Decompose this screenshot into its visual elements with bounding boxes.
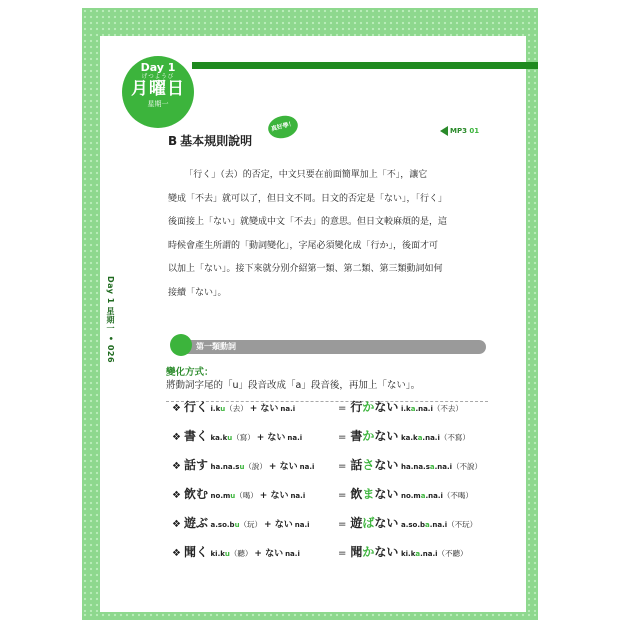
negative-romaji [401,434,440,442]
negative-gloss: （不喝） [442,491,473,500]
negative-romaji [401,463,452,471]
negative-change: ば [362,516,375,530]
speaker-icon [440,126,448,136]
verb-gloss: （喝） [235,491,258,500]
romaji-stem: ka.k [210,434,228,442]
example-base-form [172,543,300,560]
explanation-paragraph [168,164,482,305]
verb-kana: 聞く [183,545,208,559]
negative-stem: 遊 [350,516,363,530]
negative-romaji [401,521,447,529]
romaji-change: a [415,550,421,558]
diamond-bullet-icon: ❖ [172,519,181,530]
book-page [82,8,538,620]
negative-nai: ない [374,545,399,559]
negative-stem: 行 [350,400,363,414]
example-base-form [172,514,310,531]
romaji-change: a [429,463,435,471]
diamond-bullet-icon: ❖ [172,490,181,501]
romaji-stem: no.m [400,492,421,500]
negative-kana [350,487,398,501]
romaji-stem: no.m [210,492,231,500]
example-base-form [172,427,302,444]
diamond-bullet-icon: ❖ [172,432,181,443]
change-label: 變化方式： [166,367,214,378]
section-title [168,132,252,149]
romaji-nai: .na.i [415,405,433,413]
romaji-stem: i.k [400,405,411,413]
romaji-nai: .na.i [425,492,443,500]
romaji-ending: u [224,550,230,558]
negative-stem: 話 [350,458,363,472]
paragraph-line: 以加上「ない」。接下來就分別介紹第一類、第二類、第三類動詞如何 [168,264,443,274]
equals-sign: = [338,432,347,443]
diamond-bullet-icon: ❖ [172,461,181,472]
example-negative-form [338,427,470,444]
negative-gloss: （不玩） [447,520,478,529]
negative-nai: ない [374,458,399,472]
dotted-border-top [82,8,538,36]
plus-nai: + ない [254,549,284,559]
category-dot [170,334,192,356]
verb-kana: 遊ぶ [183,516,208,530]
romaji-change: a [410,405,416,413]
example-row [100,427,526,443]
romaji-stem: a.so.b [210,521,235,529]
romaji-stem: ki.k [400,550,416,558]
negative-romaji [401,492,443,500]
example-row [100,398,526,414]
example-base-form [172,456,314,473]
romaji-stem: ha.na.s [400,463,430,471]
romaji-ending: u [227,434,233,442]
verb-kana: 飲む [183,487,208,501]
nai-romaji: na.i [299,463,315,471]
negative-romaji [401,405,433,413]
change-text: 將動詞字尾的「u」段音改成「a」段音後，再加上「ない」。 [166,380,421,391]
side-tab-text: Day 1 星期一 • 026 [106,276,115,364]
nai-romaji: na.i [285,550,300,558]
negative-nai: ない [374,516,399,530]
plus-nai: + ない [264,520,293,530]
example-negative-form [338,398,463,415]
romaji-change: a [420,492,426,500]
tip-bubble: 真好學！ [266,113,300,142]
negative-romaji [401,550,438,558]
plus-nai: + ない [249,404,279,414]
verb-romaji [211,492,236,500]
verb-gloss: （去） [225,404,248,413]
example-row [100,456,526,472]
negative-stem: 飲 [350,487,363,501]
example-negative-form [338,456,482,473]
romaji-stem: ha.na.s [210,463,240,471]
verb-romaji [211,405,226,413]
negative-kana [350,545,398,559]
verb-kana: 行く [183,400,208,414]
example-base-form [172,398,295,415]
romaji-nai: .na.i [429,521,448,529]
romaji-ending: u [220,405,226,413]
negative-gloss: （不說） [452,462,483,471]
negative-change: か [362,545,375,559]
paragraph-line: 時候會產生所謂的「動詞變化」，字尾必須變化成「行か」，後面才可 [168,240,439,251]
mp3-label: MP3 [450,127,467,135]
verb-romaji [211,521,240,529]
dotted-border-right [526,8,538,620]
mp3-track[interactable] [440,126,479,136]
equals-sign: = [338,519,347,530]
youbi-label: 月曜日 [131,79,185,99]
example-row [100,514,526,530]
verb-gloss: （聽） [229,549,253,558]
negative-change: ま [362,487,375,501]
section-marker: B [168,134,178,148]
weekday-chinese: 星期一 [147,100,169,108]
romaji-ending: u [234,521,240,529]
diamond-bullet-icon: ❖ [172,403,181,414]
negative-stem: 書 [350,429,363,443]
negative-change: さ [362,458,375,472]
dotted-border-left [82,8,100,620]
example-negative-form [338,485,473,502]
example-row [100,485,526,501]
paragraph-line: 後面接上「ない」就變成中文「不去」的意思。但日文較麻煩的是，這 [168,217,448,227]
negative-kana [350,516,398,530]
example-negative-form [338,543,468,560]
verb-gloss: （玩） [239,520,263,529]
negative-nai: ない [374,487,399,501]
youbi-furigana: げつようび [141,74,175,80]
verb-gloss: （寫） [232,433,255,442]
equals-sign: = [338,403,347,414]
romaji-nai: .na.i [422,434,440,442]
paragraph-line: 「行く」（去）的否定，中文只要在前面簡單加上「不」，讓它 [184,170,428,180]
paragraph-line: 接續「ない」。 [168,287,227,298]
equals-sign: = [338,490,347,501]
nai-romaji: na.i [294,521,310,529]
category-title: 第一類動詞 [196,342,236,351]
plus-nai: + ない [268,462,298,472]
romaji-stem: ka.k [400,434,418,442]
equals-sign: = [338,548,347,559]
romaji-stem: ki.k [210,550,225,558]
nai-romaji: na.i [287,434,303,442]
verb-gloss: （說） [244,462,267,471]
verb-romaji [211,434,233,442]
negative-stem: 聞 [350,545,363,559]
negative-change: か [362,400,375,414]
paragraph-line: 變成「不去」就可以了，但日文不同。日文的否定是「ない」，「行く」 [168,193,448,204]
header-bar [192,62,538,69]
negative-gloss: （不去） [432,404,463,413]
example-base-form [172,485,305,502]
negative-kana [350,458,398,472]
page-content [100,36,526,612]
negative-change: か [362,429,375,443]
nai-romaji: na.i [280,405,296,413]
plus-nai: + ない [256,433,286,443]
day-label: Day 1 [140,61,176,74]
negative-gloss: （不寫） [439,433,470,442]
romaji-change: a [425,521,430,529]
diamond-bullet-icon: ❖ [172,548,181,559]
mp3-number: 01 [469,127,480,135]
verb-romaji [211,550,230,558]
romaji-stem: a.so.b [400,521,426,529]
verb-kana: 話す [183,458,208,472]
example-negative-form [338,514,477,531]
verb-romaji [211,463,245,471]
negative-nai: ない [374,400,399,414]
romaji-change: a [417,434,423,442]
romaji-ending: u [230,492,236,500]
verb-kana: 書く [183,429,208,443]
romaji-ending: u [239,463,245,471]
day-badge [122,56,194,128]
romaji-stem: i.k [210,405,221,413]
plus-nai: + ない [259,491,289,501]
dotted-border-bottom [82,612,538,620]
negative-kana [350,400,398,414]
romaji-nai: .na.i [434,463,453,471]
negative-kana [350,429,398,443]
romaji-nai: .na.i [420,550,438,558]
negative-gloss: （不聽） [437,549,468,558]
example-row [100,543,526,559]
negative-nai: ない [374,429,399,443]
equals-sign: = [338,461,347,472]
side-tab [100,274,118,392]
nai-romaji: na.i [290,492,306,500]
section-title-text: 基本規則說明 [180,134,253,148]
